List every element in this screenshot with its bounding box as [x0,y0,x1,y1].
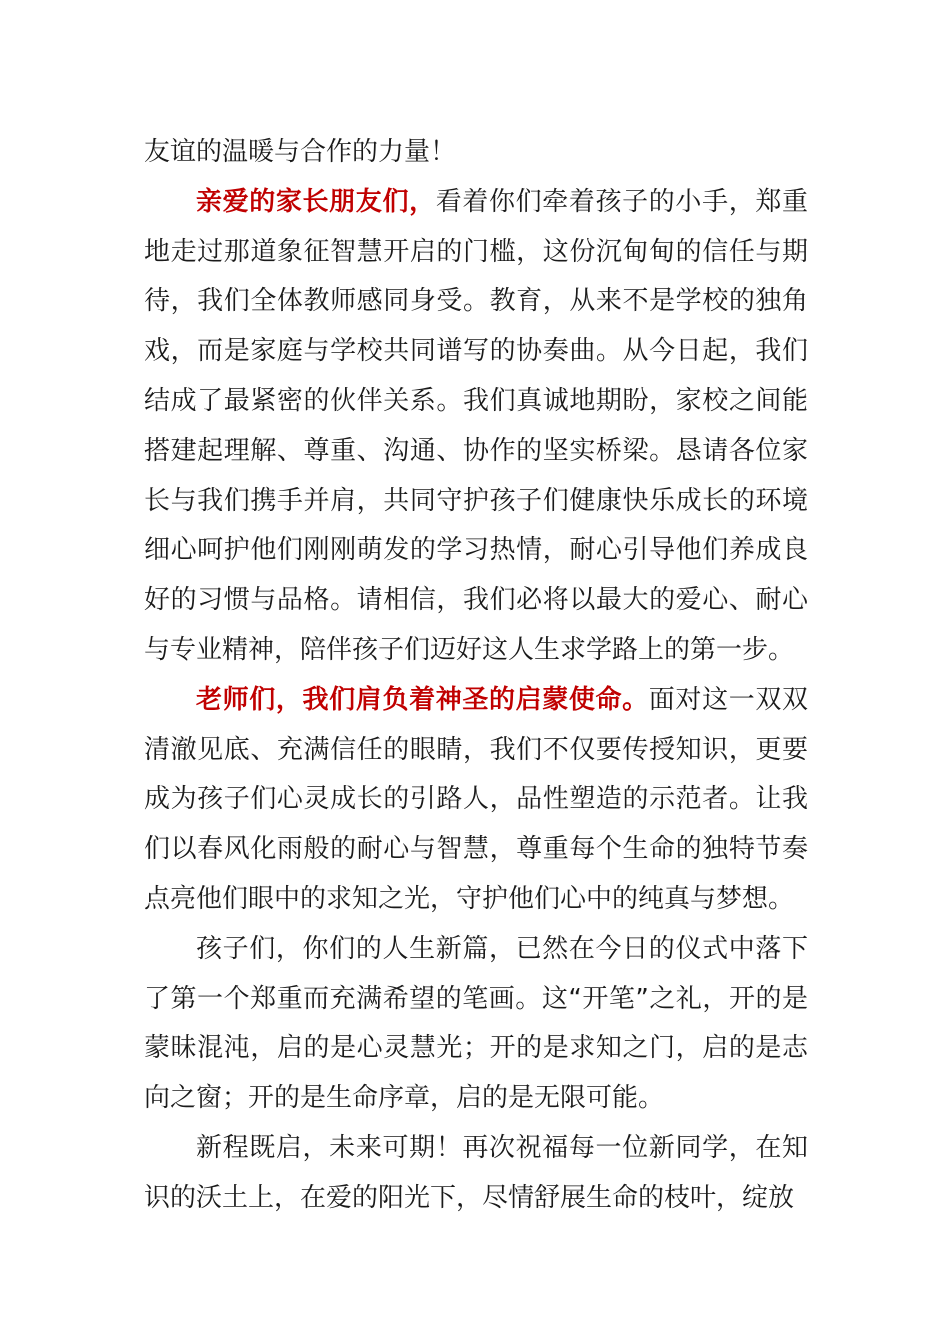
paragraph-teachers [144,676,808,925]
paragraph-text: 新程既启，未来可期！再次祝福每一位新同学，在知识的沃土上，在爱的阳光下，尽情舒展生命的枝叶，绽放 [144,1132,808,1213]
paragraph-text: 面对这一双双清澈见底、充满信任的眼睛，我们不仅要传授知识，更要成为孩子们心灵成长的引路人，品性塑造的示范者。让我们以春风化雨般的耐心与智慧，尊重每个生命的独特节奏点亮他们眼中的求知之光，守护他们心中的纯真与梦想。 [144,684,808,914]
paragraph-children [144,925,808,1124]
paragraph-text: 友谊的温暖与合作的力量！ [144,137,457,167]
paragraph-parents [144,178,808,676]
paragraph-lead-highlight: 老师们，我们肩负着神圣的启蒙使命。 [196,684,649,715]
paragraph-closing [144,1124,808,1224]
document-page [144,128,808,1224]
paragraph-text: 看着你们牵着孩子的小手，郑重地走过那道象征智慧开启的门槛，这份沉甸甸的信任与期待，我们全体教师感同身受。教育，从来不是学校的独角戏，而是家庭与学校共同谱写的协奏曲。从今日起，我们结成了最紧密的伙伴关系。我们真诚地期盼，家校之间能搭建起理解、尊重、沟通、协作的坚实桥梁。恳请各位家长与我们携手并肩，共同守护孩子们健康快乐成长的环境细心呵护他们刚刚萌发的学习热情，耐心引导他们养成良好的习惯与品格。请相信，我们必将以最大的爱心、耐心与专业精神，陪伴孩子们迈好这人生求学路上的第一步。 [144,186,808,665]
paragraph-continuation [144,128,808,178]
paragraph-lead-highlight: 亲爱的家长朋友们， [196,186,436,217]
paragraph-text: 孩子们，你们的人生新篇，已然在今日的仪式中落下了第一个郑重而充满希望的笔画。这“开笔”之礼，开的是蒙昧混沌，启的是心灵慧光；开的是求知之门，启的是志向之窗；开的是生命序章，启的是无限可能。 [144,933,808,1114]
